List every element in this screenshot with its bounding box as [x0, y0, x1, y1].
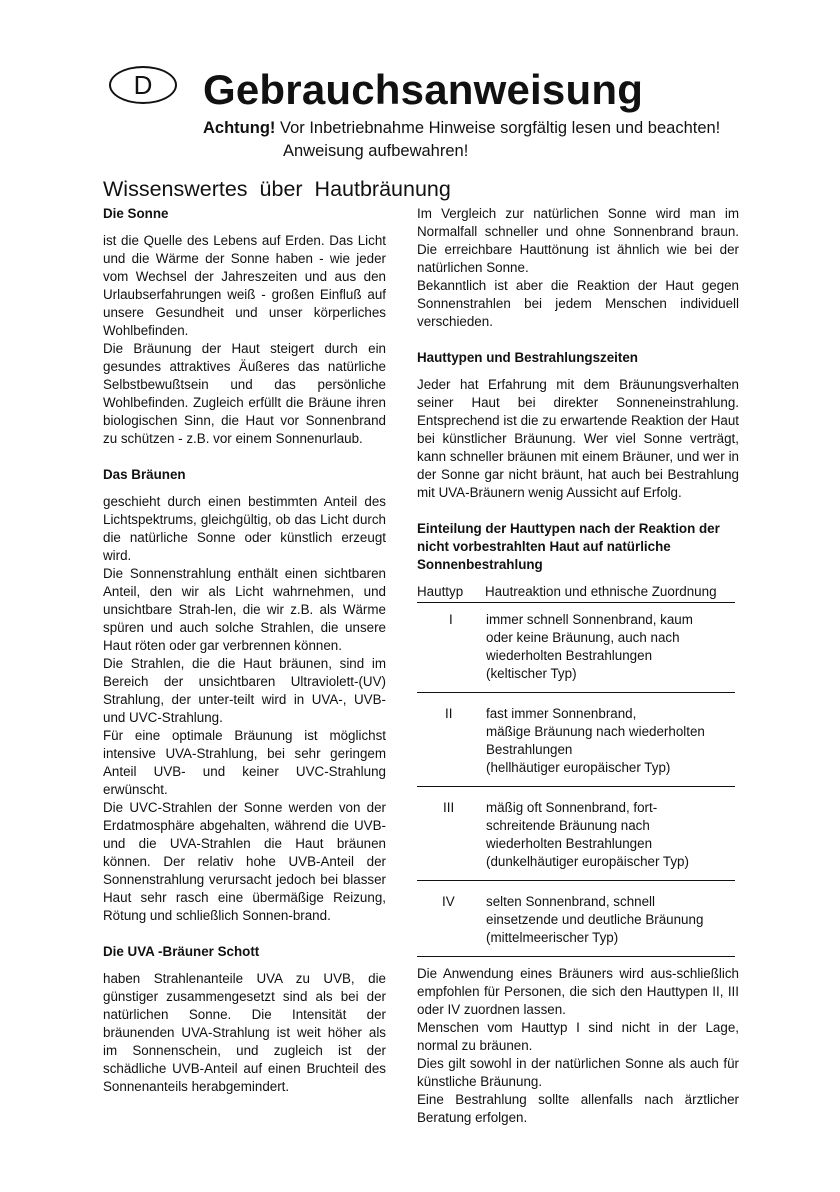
reaction-line: (hellhäutiger europäischer Typ) [486, 760, 671, 775]
reaction-line: mäßige Bräunung nach wiederholten [486, 724, 705, 739]
warning-line-1 [203, 119, 720, 138]
heading-hauttypen: Hauttypen und Bestrahlungszeiten [417, 350, 638, 365]
right-column [417, 205, 739, 1127]
table-row [417, 603, 735, 693]
reaction-line: immer schnell Sonnenbrand, kaum [486, 612, 693, 627]
paragraph: geschieht durch einen bestimmten Anteil des Lichtspektrums, gleichgültig, ob das Licht durch die natürliche Sonne oder künstlich erzeugt wird. [103, 494, 386, 563]
skin-type-cell: I [449, 612, 453, 627]
paragraph: Jeder hat Erfahrung mit dem Bräunungsverhalten seiner Haut bei direkter Sonneneinstrahlung. Entsprechend ist die zu erwartende Reaktion der Haut bei künstlicher Bräunung. Wer viel Sonne verträgt, kann schneller bräunen mit einem Bräuner, und wer in der Sonne gar nicht bräunt, hat auch bei Bestrahlung mit UVA-Bräunern wenig Aussicht auf Erfolg. [417, 377, 739, 500]
reaction-line: schreitende Bräunung nach [486, 818, 650, 833]
document-title: Gebrauchsanweisung [203, 66, 644, 113]
reaction-line: (mittelmeerischer Typ) [486, 930, 619, 945]
paragraph: Die Anwendung eines Bräuners wird aus-schließlich empfohlen für Personen, die sich den Hauttypen II, III oder IV zuordnen lassen. [417, 966, 739, 1017]
paragraph: Die Strahlen, die die Haut bräunen, sind im Bereich der unsichtbaren Ultraviolett-(UV) Strahlung, der unter-teilt wird in UVA-, UVB- und UVC-Strahlung. [103, 656, 386, 725]
heading-das-braeunen: Das Bräunen [103, 467, 186, 482]
language-code: D [133, 70, 153, 100]
paragraph: Die Sonnenstrahlung enthält einen sichtbaren Anteil, den wir als Licht wahrnehmen, und unsichtbare Strah-len, die wir z.B. als Wärme spüren und auch solche Strahlen, die unsere Haut röten oder gar verbrennen können. [103, 566, 386, 653]
heading-die-sonne: Die Sonne [103, 206, 169, 221]
paragraph: Die UVC-Strahlen der Sonne werden von der Erdatmosphäre abgehalten, während die UVB- und die UVA-Strahlen die Haut bräunen können. Der relativ hohe UVB-Anteil der Sonnenstrahlung verursacht jedoch bei blasser Haut sehr rasch eine übermäßige Reizung, Rötung und schließlich Sonnen-brand. [103, 800, 386, 923]
warning-line-2: Anweisung aufbewahren! [283, 142, 469, 160]
reaction-line: einsetzende und deutliche Bräunung [486, 912, 704, 927]
reaction-line: (dunkelhäutiger europäischer Typ) [486, 854, 689, 869]
paragraph: Eine Bestrahlung sollte allenfalls nach ärztlicher Beratung erfolgen. [417, 1092, 739, 1125]
paragraph: Im Vergleich zur natürlichen Sonne wird man im Normalfall schneller und ohne Sonnenbrand braun. Die erreichbare Hauttönung ist ähnlich wie bei der natürlichen Sonne. [417, 206, 739, 275]
table-row [417, 787, 735, 881]
column-header-reaction: Hautreaktion und ethnische Zuordnung [485, 584, 717, 599]
left-column [103, 205, 386, 1096]
heading-uva-braeuner: Die UVA -Bräuner Schott [103, 944, 260, 959]
section-heading: Wissenswertes über Hautbräunung [103, 177, 451, 201]
reaction-line: wiederholten Bestrahlungen [486, 648, 653, 663]
reaction-line: Bestrahlungen [486, 742, 573, 757]
paragraph: Menschen vom Hauttyp I sind nicht in der Lage, normal zu bräunen. [417, 1020, 739, 1053]
paragraph: Dies gilt sowohl in der natürlichen Sonne als auch für künstliche Bräunung. [417, 1056, 739, 1089]
reaction-line: mäßig oft Sonnenbrand, fort- [486, 800, 658, 815]
language-badge [109, 66, 177, 104]
reaction-line: fast immer Sonnenbrand, [486, 706, 637, 721]
reaction-line: (keltischer Typ) [486, 666, 577, 681]
heading-einteilung: Einteilung der Hauttypen nach der Reaktion der nicht vorbestrahlten Haut auf natürliche Sonnenbestrahlung [417, 521, 720, 572]
skin-type-cell: II [445, 706, 453, 721]
warning-text: Vor Inbetriebnahme Hinweise sorgfältig lesen und beachten! [275, 119, 721, 137]
table-row [417, 693, 735, 787]
table-header [417, 583, 735, 603]
skin-type-cell: IV [442, 894, 455, 909]
reaction-line: selten Sonnenbrand, schnell [486, 894, 655, 909]
skin-type-table [417, 583, 735, 957]
warning-label: Achtung! [203, 119, 276, 137]
reaction-line: wiederholten Bestrahlungen [486, 836, 653, 851]
paragraph: Für eine optimale Bräunung ist möglichst intensive UVA-Strahlung, bei sehr geringem Anteil UVB- und keiner UVC-Strahlung erwünscht. [103, 728, 386, 797]
paragraph: ist die Quelle des Lebens auf Erden. Das Licht und die Wärme der Sonne haben - wie jeder vom Wechsel der Jahreszeiten und aus den Urlaubserfahrungen weiß - großen Einfluß auf unsere Gesundheit und unser körperliches Wohlbefinden. [103, 233, 386, 338]
paragraph: Die Bräunung der Haut steigert durch ein gesundes attraktives Äußeres das natürliche Selbstbewußtsein und das persönliche Wohlbefinden. Zugleich erfüllt die Bräune ihren biologischen Sinn, die Haut vor Sonnenbrand zu schützen - z.B. vor einem Sonnenurlaub. [103, 341, 386, 446]
reaction-line: oder keine Bräunung, auch nach [486, 630, 680, 645]
paragraph: haben Strahlenanteile UVA zu UVB, die günstiger zusammengesetzt sind als bei der natürlichen Sonne. Die Intensität der bräunenden UVA-Strahlung ist weit höher als im Sonnenschein, und zugleich ist der schädliche UVB-Anteil auf einen Bruchteil des Sonnenanteils herabgemindert. [103, 971, 386, 1094]
table-row [417, 881, 735, 957]
paragraph: Bekanntlich ist aber die Reaktion der Haut gegen Sonnenstrahlen bei jedem Menschen individuell verschieden. [417, 278, 739, 329]
column-header-type: Hauttyp [417, 584, 464, 599]
skin-type-cell: III [443, 800, 455, 815]
